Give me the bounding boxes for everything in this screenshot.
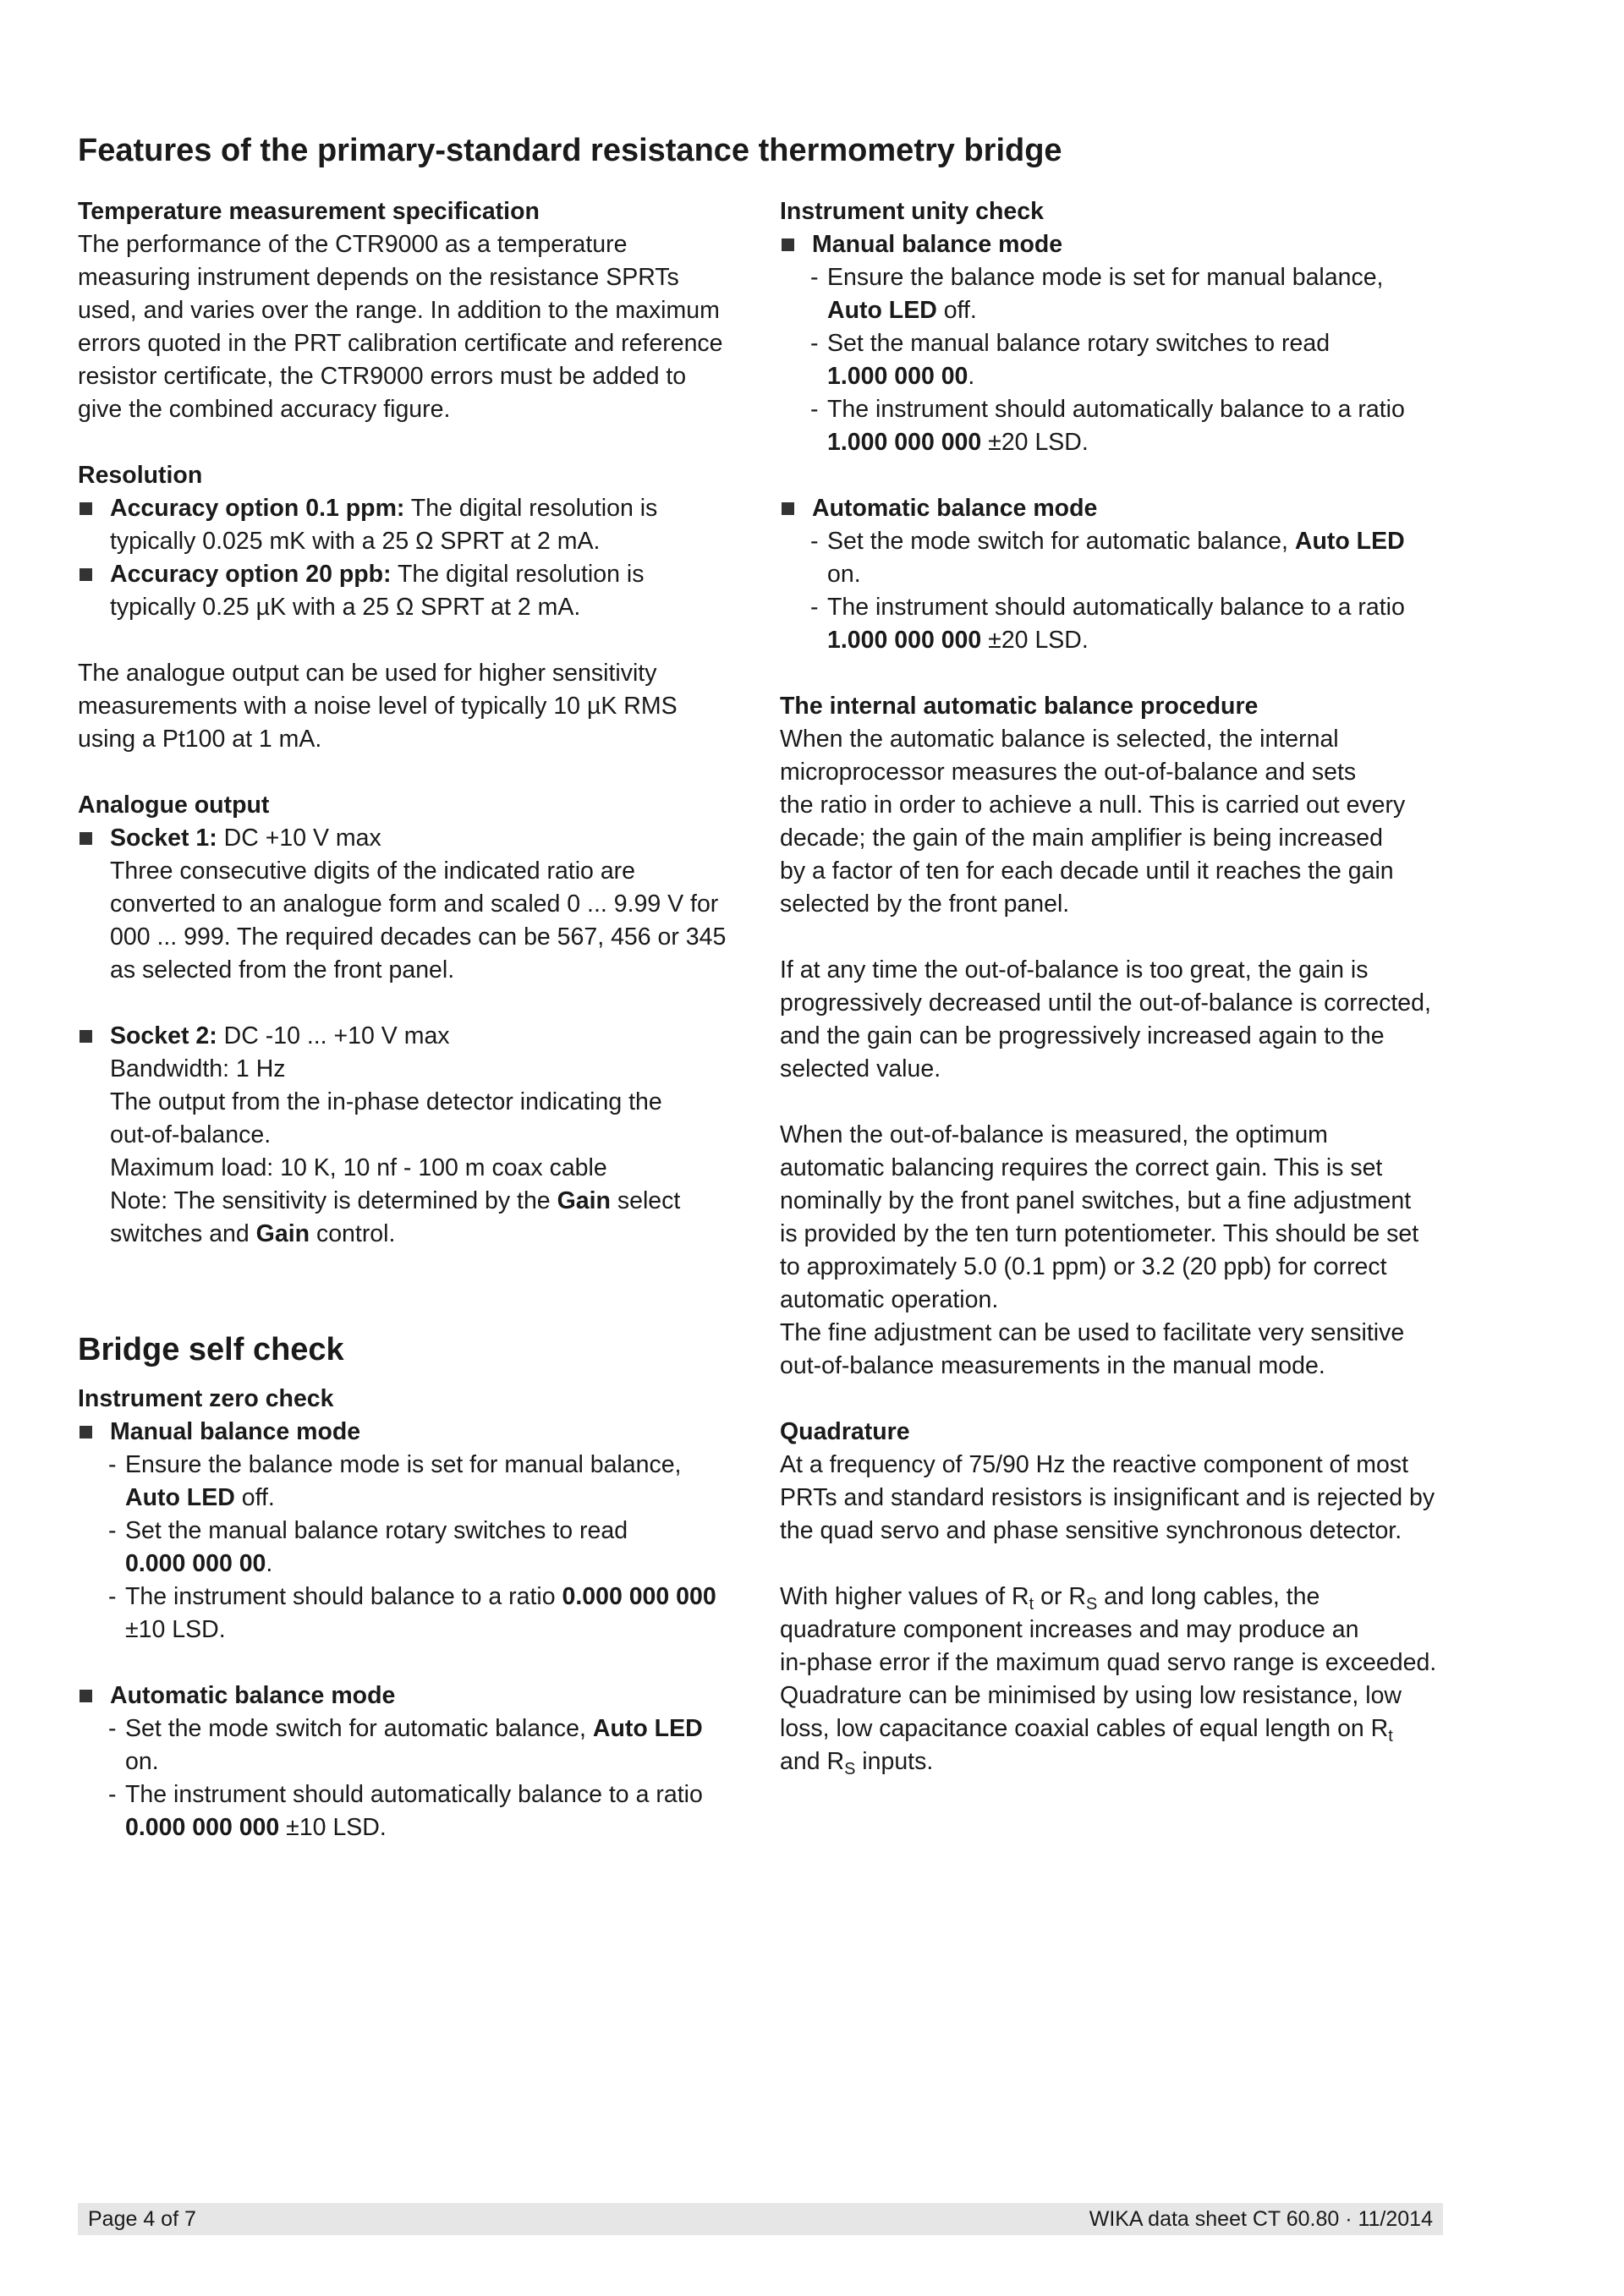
text-line: the ratio in order to achieve a null. This is carried out every — [780, 792, 1406, 819]
text-line: The instrument should automatically balance to a ratio — [827, 396, 1405, 423]
bold-label: 0.000 000 000 — [125, 1814, 280, 1841]
bold-label: Gain — [255, 1220, 310, 1247]
text-line: is provided by the ten turn potentiometer. This should be set — [780, 1220, 1419, 1247]
subscript: S — [1085, 1595, 1098, 1614]
text-line: typically 0.25 µK with a 25 Ω SPRT at 2 mA. — [110, 594, 581, 621]
procedure-heading: The internal automatic balance procedure — [780, 693, 1259, 720]
text-line: If at any time the out-of-balance is too great, the gain is — [780, 956, 1369, 984]
right-column — [780, 195, 1457, 1778]
bold-label: Gain — [557, 1187, 611, 1214]
text-line: converted to an analogue form and scaled 0 ... 9.99 V for — [110, 890, 719, 918]
text-line: using a Pt100 at 1 mA. — [78, 726, 322, 753]
text-line: automatic balancing requires the correct gain. This is set — [780, 1154, 1383, 1181]
text: The digital resolution is — [404, 495, 658, 522]
left-column — [78, 195, 746, 1844]
bullet-square-icon — [80, 1030, 92, 1043]
bullet-square-icon — [80, 832, 92, 845]
dash-item: - Set the mode switch for automatic balance, Auto LED on. — [780, 525, 1457, 591]
text-line: ±10 LSD. — [125, 1616, 226, 1643]
bullet-item — [78, 1680, 746, 1712]
text: loss, low capacitance coaxial cables of equal length on R — [780, 1715, 1389, 1742]
text: DC +10 V max — [217, 825, 381, 852]
text-line: in-phase error if the maximum quad servo range is exceeded. — [780, 1649, 1437, 1676]
bullet-square-icon — [80, 502, 92, 515]
dash-item: - Ensure the balance mode is set for manual balance, Auto LED off. — [780, 261, 1457, 327]
text-line — [780, 1581, 1457, 1614]
bullet-square-icon — [80, 1426, 92, 1438]
text: Set the mode switch for automatic balance, — [125, 1715, 593, 1742]
bold-label: 1.000 000 000 — [827, 429, 982, 456]
dash-item: - The instrument should automatically balance to a ratio 0.000 000 000 ±10 LSD. — [78, 1778, 746, 1844]
text-line: 000 ... 999. The required decades can be 567, 456 or 345 — [110, 923, 727, 951]
text-line: by a factor of ten for each decade until it reaches the gain — [780, 858, 1394, 885]
text-line: The fine adjustment can be used to facilitate very sensitive — [780, 1319, 1405, 1346]
text: ±10 LSD. — [279, 1814, 387, 1841]
text-line: Ensure the balance mode is set for manual balance, — [827, 264, 1384, 291]
text: . — [968, 363, 975, 390]
automatic-balance-heading: Automatic balance mode — [110, 1682, 396, 1709]
text-line: measuring instrument depends on the resistance SPRTs — [78, 264, 679, 291]
subscript: t — [1029, 1595, 1034, 1614]
bullet-square-icon — [782, 502, 794, 515]
bullet-item — [780, 492, 1457, 525]
text-line: used, and varies over the range. In addition to the maximum — [78, 297, 720, 324]
text-line — [780, 1712, 1457, 1745]
text: and R — [780, 1748, 845, 1775]
text: off. — [234, 1484, 275, 1511]
page-number: Page 4 of 7 — [88, 2207, 196, 2231]
temp-spec-heading: Temperature measurement specification — [78, 198, 540, 225]
bold-label: Auto LED — [125, 1484, 235, 1511]
automatic-balance-heading: Automatic balance mode — [812, 495, 1098, 522]
text: control. — [310, 1220, 396, 1247]
text-line: progressively decreased until the out-of-balance is corrected, — [780, 989, 1431, 1016]
text-line: decade; the gain of the main amplifier is being increased — [780, 825, 1383, 852]
manual-balance-heading: Manual balance mode — [110, 1418, 361, 1445]
text: ±20 LSD. — [981, 627, 1089, 654]
dash-item: - Set the manual balance rotary switches to read 1.000 000 00. — [780, 327, 1457, 393]
text-line: PRTs and standard resistors is insignificant and is rejected by — [780, 1484, 1435, 1511]
text-line: nominally by the front panel switches, but a fine adjustment — [780, 1187, 1412, 1214]
text-line: quadrature component increases and may produce an — [780, 1616, 1359, 1643]
text-line: and the gain can be progressively increased again to the — [780, 1022, 1385, 1049]
bridge-self-check-heading: Bridge self check — [78, 1332, 344, 1367]
text-line: The instrument should automatically balance to a ratio — [125, 1781, 703, 1808]
bullet-item — [780, 228, 1457, 261]
text: or R — [1034, 1583, 1086, 1610]
quadrature-heading: Quadrature — [780, 1418, 910, 1445]
analogue-output-heading: Analogue output — [78, 792, 270, 819]
dash-item: - The instrument should automatically balance to a ratio 1.000 000 000 ±20 LSD. — [780, 393, 1457, 459]
bold-label: 1.000 000 000 — [827, 627, 982, 654]
text-line: Bandwidth: 1 Hz — [110, 1055, 286, 1082]
text-line: The instrument should automatically balance to a ratio — [827, 594, 1405, 621]
bullet-square-icon — [782, 238, 794, 251]
text-line: Three consecutive digits of the indicated ratio are — [110, 858, 636, 885]
bold-label: Socket 2: — [110, 1022, 217, 1049]
bold-label: Accuracy option 0.1 ppm: — [110, 495, 405, 522]
text: and long cables, the — [1097, 1583, 1320, 1610]
text: Set the mode switch for automatic balance, — [827, 528, 1295, 555]
manual-balance-heading: Manual balance mode — [812, 231, 1063, 258]
bullet-item — [78, 558, 746, 624]
bullet-item — [78, 1416, 746, 1449]
text: The digital resolution is — [391, 561, 645, 588]
dash-item: - The instrument should automatically balance to a ratio 1.000 000 000 ±20 LSD. — [780, 591, 1457, 657]
text: The instrument should balance to a ratio — [125, 1583, 562, 1610]
page-footer — [78, 2203, 1443, 2235]
text-line: out-of-balance measurements in the manual mode. — [780, 1352, 1325, 1379]
unity-check-heading: Instrument unity check — [780, 198, 1044, 225]
text-line: resistor certificate, the CTR9000 errors must be added to — [78, 363, 687, 390]
text-line: give the combined accuracy figure. — [78, 396, 451, 423]
text-line — [780, 1745, 1457, 1778]
text: off. — [936, 297, 977, 324]
text-line: typically 0.025 mK with a 25 Ω SPRT at 2 mA. — [110, 528, 601, 555]
text-line: errors quoted in the PRT calibration certificate and reference — [78, 330, 723, 357]
bold-label: Accuracy option 20 ppb: — [110, 561, 392, 588]
text-line: the quad servo and phase sensitive synchronous detector. — [780, 1517, 1402, 1544]
dash-item: - The instrument should balance to a ratio 0.000 000 000 ±10 LSD. — [78, 1581, 746, 1647]
dash-item: - Set the manual balance rotary switches to read 0.000 000 00. — [78, 1515, 746, 1581]
bold-label: Auto LED — [1294, 528, 1405, 555]
bold-label: Auto LED — [827, 297, 937, 324]
resolution-heading: Resolution — [78, 462, 203, 489]
bold-label: 1.000 000 00 — [827, 363, 968, 390]
text: select — [610, 1187, 681, 1214]
text-line: The analogue output can be used for higher sensitivity — [78, 660, 657, 687]
text-line: The output from the in-phase detector indicating the — [110, 1088, 662, 1115]
data-sheet-reference: WIKA data sheet CT 60.80 · 11/2014 — [1089, 2207, 1433, 2231]
text-line: selected by the front panel. — [780, 890, 1070, 918]
text-line: The performance of the CTR9000 as a temperature — [78, 231, 628, 258]
text-line: out-of-balance. — [110, 1121, 272, 1148]
text: switches and — [110, 1220, 256, 1247]
bullet-item — [78, 492, 746, 558]
text-line: on. — [827, 561, 861, 588]
text: ±20 LSD. — [981, 429, 1089, 456]
bold-label: Socket 1: — [110, 825, 217, 852]
text-line: automatic operation. — [780, 1286, 999, 1313]
bullet-square-icon — [80, 1690, 92, 1702]
text-line: microprocessor measures the out-of-balance and sets — [780, 759, 1357, 786]
subscript: t — [1388, 1727, 1393, 1745]
bold-label: Auto LED — [592, 1715, 703, 1742]
text: DC -10 ... +10 V max — [217, 1022, 450, 1049]
text: inputs. — [855, 1748, 934, 1775]
bullet-square-icon — [80, 568, 92, 581]
text: . — [266, 1550, 273, 1577]
dash-item: - Ensure the balance mode is set for manual balance, Auto LED off. — [78, 1449, 746, 1515]
text-line: Set the manual balance rotary switches to read — [125, 1517, 628, 1544]
text-line: Ensure the balance mode is set for manual balance, — [125, 1451, 682, 1478]
text-line: to approximately 5.0 (0.1 ppm) or 3.2 (20 ppb) for correct — [780, 1253, 1387, 1280]
page-title: Features of the primary-standard resistance thermometry bridge — [78, 133, 1062, 168]
text: With higher values of R — [780, 1583, 1029, 1610]
bullet-item — [78, 1020, 746, 1251]
text-line: measurements with a noise level of typically 10 µK RMS — [78, 693, 678, 720]
text-line: as selected from the front panel. — [110, 956, 455, 984]
text-line: When the out-of-balance is measured, the optimum — [780, 1121, 1328, 1148]
zero-check-heading: Instrument zero check — [78, 1385, 334, 1412]
dash-item: - Set the mode switch for automatic balance, Auto LED on. — [78, 1712, 746, 1778]
text-line: Quadrature can be minimised by using low resistance, low — [780, 1682, 1402, 1709]
text-line: selected value. — [780, 1055, 941, 1082]
text-line: Set the manual balance rotary switches to read — [827, 330, 1330, 357]
text-line: When the automatic balance is selected, the internal — [780, 726, 1339, 753]
bold-label: 0.000 000 00 — [125, 1550, 266, 1577]
text-line: Maximum load: 10 K, 10 nf - 100 m coax cable — [110, 1154, 607, 1181]
text: Note: The sensitivity is determined by the — [110, 1187, 557, 1214]
bullet-item — [78, 822, 746, 987]
bold-label: 0.000 000 000 — [562, 1583, 716, 1610]
text-line: At a frequency of 75/90 Hz the reactive component of most — [780, 1451, 1408, 1478]
subscript: S — [844, 1760, 856, 1778]
text-line: on. — [125, 1748, 159, 1775]
